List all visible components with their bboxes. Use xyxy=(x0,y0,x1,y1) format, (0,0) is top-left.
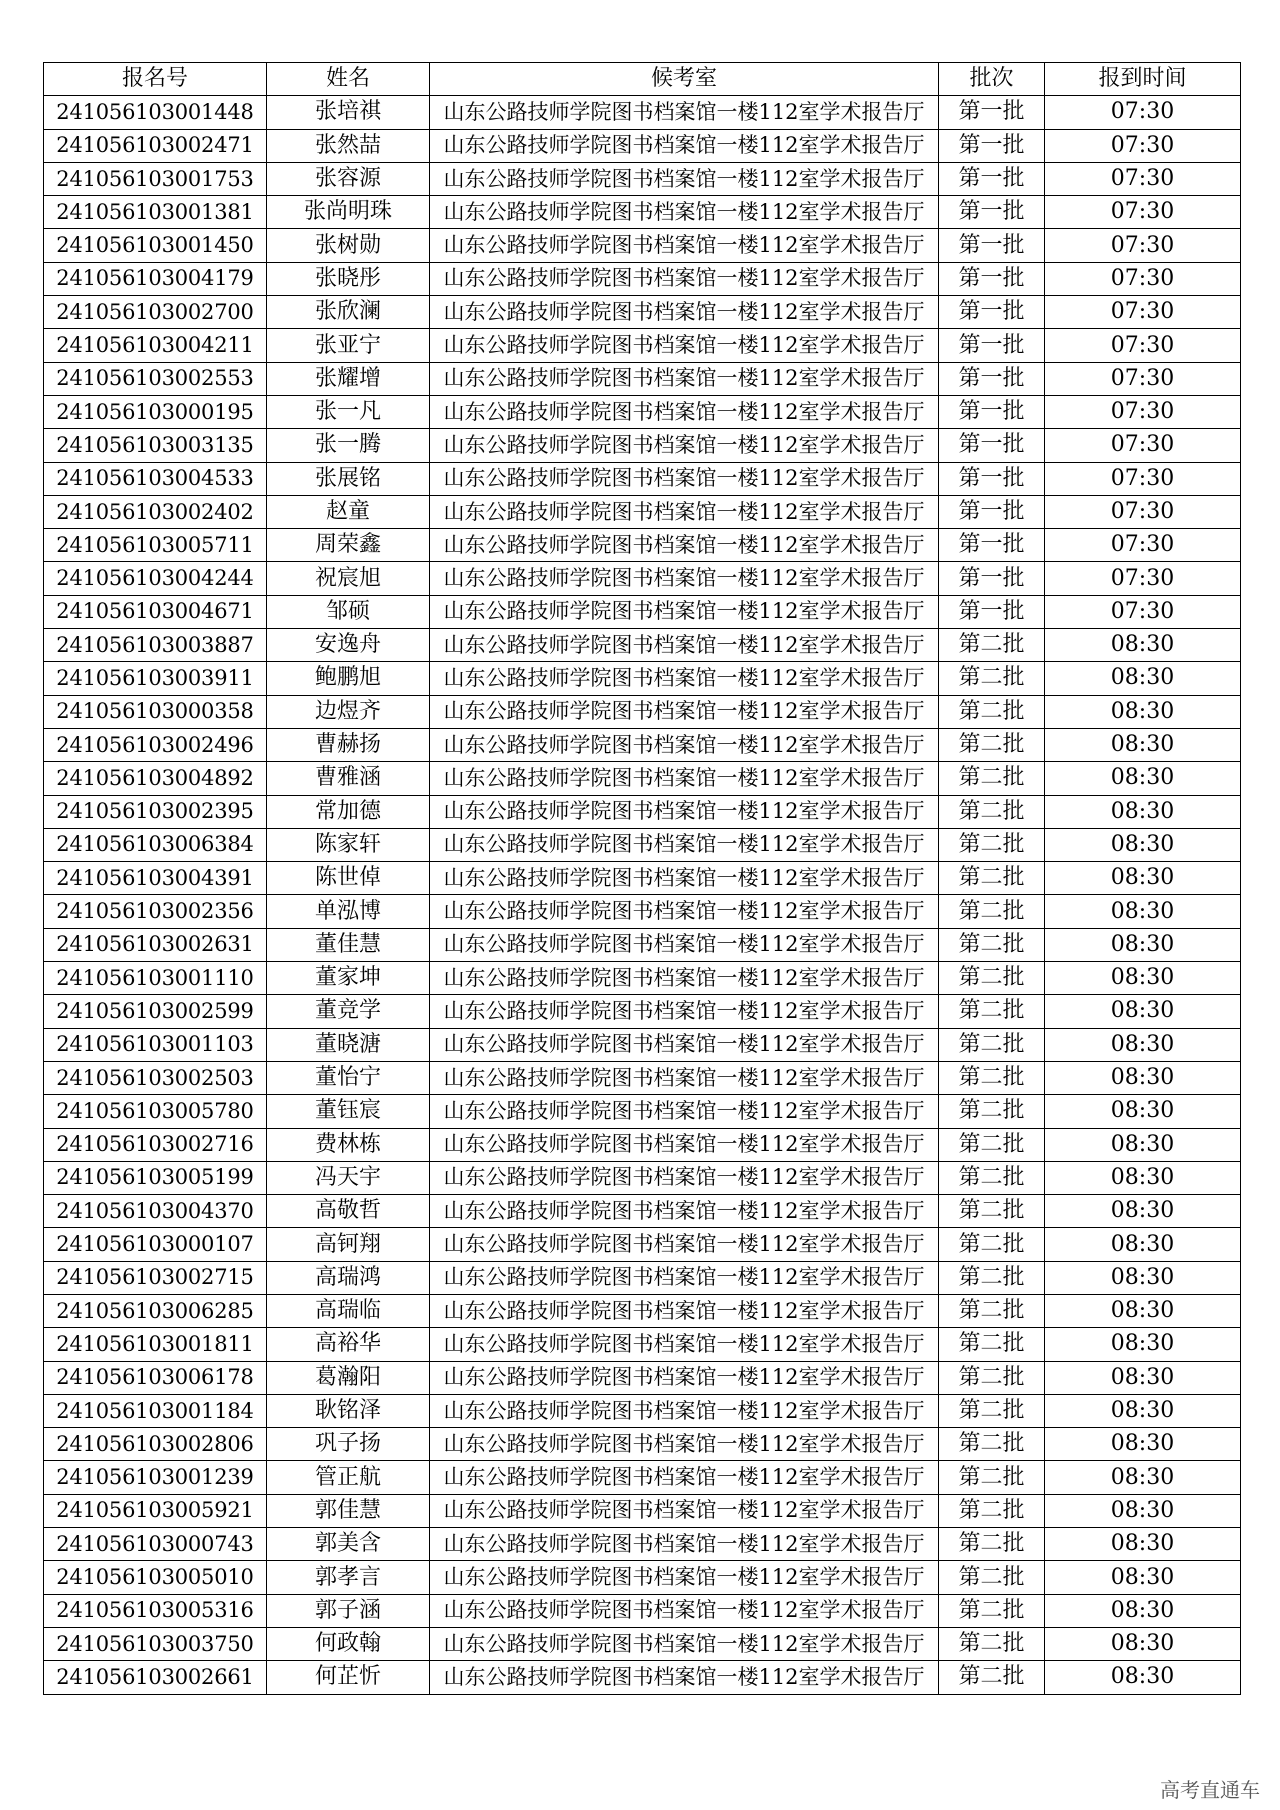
cell-waiting-room: 山东公路技师学院图书档案馆一楼112室学术报告厅 xyxy=(430,362,939,395)
cell-registration-no: 241056103004391 xyxy=(44,862,267,895)
cell-name: 曹赫扬 xyxy=(267,728,430,761)
table-row xyxy=(44,595,1241,628)
cell-batch: 第一批 xyxy=(939,129,1045,162)
cell-waiting-room: 山东公路技师学院图书档案馆一楼112室学术报告厅 xyxy=(430,296,939,329)
cell-name: 董竞学 xyxy=(267,995,430,1028)
table-row xyxy=(44,529,1241,562)
cell-report-time: 08:30 xyxy=(1045,695,1241,728)
cell-name: 董晓溏 xyxy=(267,1028,430,1061)
cell-name: 张尚明珠 xyxy=(267,196,430,229)
cell-waiting-room: 山东公路技师学院图书档案馆一楼112室学术报告厅 xyxy=(430,1428,939,1461)
cell-batch: 第一批 xyxy=(939,362,1045,395)
candidate-roster-table xyxy=(43,62,1241,1695)
table-row xyxy=(44,1128,1241,1161)
cell-batch: 第一批 xyxy=(939,429,1045,462)
cell-batch: 第一批 xyxy=(939,262,1045,295)
cell-batch: 第二批 xyxy=(939,828,1045,861)
cell-registration-no: 241056103002599 xyxy=(44,995,267,1028)
table-row xyxy=(44,296,1241,329)
cell-report-time: 07:30 xyxy=(1045,529,1241,562)
cell-registration-no: 241056103002700 xyxy=(44,296,267,329)
cell-registration-no: 241056103002553 xyxy=(44,362,267,395)
cell-waiting-room: 山东公路技师学院图书档案馆一楼112室学术报告厅 xyxy=(430,695,939,728)
cell-name: 祝宸旭 xyxy=(267,562,430,595)
cell-registration-no: 241056103000743 xyxy=(44,1528,267,1561)
cell-report-time: 07:30 xyxy=(1045,196,1241,229)
cell-waiting-room: 山东公路技师学院图书档案馆一楼112室学术报告厅 xyxy=(430,962,939,995)
cell-batch: 第二批 xyxy=(939,1528,1045,1561)
cell-name: 张晓彤 xyxy=(267,262,430,295)
cell-name: 边煜齐 xyxy=(267,695,430,728)
table-row xyxy=(44,928,1241,961)
cell-registration-no: 241056103001184 xyxy=(44,1394,267,1427)
cell-waiting-room: 山东公路技师学院图书档案馆一楼112室学术报告厅 xyxy=(430,529,939,562)
cell-report-time: 08:30 xyxy=(1045,1461,1241,1494)
cell-report-time: 08:30 xyxy=(1045,1028,1241,1061)
table-body xyxy=(44,96,1241,1694)
table-row xyxy=(44,329,1241,362)
cell-waiting-room: 山东公路技师学院图书档案馆一楼112室学术报告厅 xyxy=(430,1461,939,1494)
cell-report-time: 08:30 xyxy=(1045,1061,1241,1094)
cell-registration-no: 241056103005711 xyxy=(44,529,267,562)
cell-waiting-room: 山东公路技师学院图书档案馆一楼112室学术报告厅 xyxy=(430,1195,939,1228)
cell-waiting-room: 山东公路技师学院图书档案馆一楼112室学术报告厅 xyxy=(430,495,939,528)
cell-waiting-room: 山东公路技师学院图书档案馆一楼112室学术报告厅 xyxy=(430,429,939,462)
cell-batch: 第一批 xyxy=(939,229,1045,262)
cell-name: 高钶翔 xyxy=(267,1228,430,1261)
cell-name: 何芷忻 xyxy=(267,1661,430,1694)
table-row xyxy=(44,1494,1241,1527)
cell-name: 张耀增 xyxy=(267,362,430,395)
cell-report-time: 08:30 xyxy=(1045,828,1241,861)
cell-registration-no: 241056103001239 xyxy=(44,1461,267,1494)
cell-report-time: 08:30 xyxy=(1045,1294,1241,1327)
table-row xyxy=(44,1328,1241,1361)
cell-registration-no: 241056103002806 xyxy=(44,1428,267,1461)
cell-batch: 第一批 xyxy=(939,196,1045,229)
table-row xyxy=(44,629,1241,662)
cell-report-time: 07:30 xyxy=(1045,429,1241,462)
table-row xyxy=(44,662,1241,695)
cell-registration-no: 241056103001753 xyxy=(44,162,267,195)
table-row xyxy=(44,762,1241,795)
cell-waiting-room: 山东公路技师学院图书档案馆一楼112室学术报告厅 xyxy=(430,262,939,295)
cell-registration-no: 241056103004533 xyxy=(44,462,267,495)
cell-registration-no: 241056103003750 xyxy=(44,1627,267,1660)
cell-batch: 第二批 xyxy=(939,1195,1045,1228)
cell-name: 葛瀚阳 xyxy=(267,1361,430,1394)
cell-report-time: 08:30 xyxy=(1045,995,1241,1028)
cell-batch: 第二批 xyxy=(939,1028,1045,1061)
table-row xyxy=(44,395,1241,428)
table-row xyxy=(44,262,1241,295)
cell-registration-no: 241056103001450 xyxy=(44,229,267,262)
cell-waiting-room: 山东公路技师学院图书档案馆一楼112室学术报告厅 xyxy=(430,1561,939,1594)
table-row xyxy=(44,795,1241,828)
cell-registration-no: 241056103001448 xyxy=(44,96,267,129)
cell-batch: 第二批 xyxy=(939,1261,1045,1294)
cell-report-time: 08:30 xyxy=(1045,1428,1241,1461)
cell-batch: 第一批 xyxy=(939,395,1045,428)
table-row xyxy=(44,96,1241,129)
cell-waiting-room: 山东公路技师学院图书档案馆一楼112室学术报告厅 xyxy=(430,928,939,961)
cell-report-time: 07:30 xyxy=(1045,129,1241,162)
cell-batch: 第二批 xyxy=(939,1494,1045,1527)
cell-name: 管正航 xyxy=(267,1461,430,1494)
table-row xyxy=(44,229,1241,262)
cell-name: 常加德 xyxy=(267,795,430,828)
cell-report-time: 08:30 xyxy=(1045,1394,1241,1427)
cell-registration-no: 241056103002395 xyxy=(44,795,267,828)
cell-batch: 第二批 xyxy=(939,1428,1045,1461)
table-row xyxy=(44,1627,1241,1660)
cell-report-time: 08:30 xyxy=(1045,1328,1241,1361)
cell-report-time: 07:30 xyxy=(1045,296,1241,329)
cell-registration-no: 241056103004671 xyxy=(44,595,267,628)
cell-waiting-room: 山东公路技师学院图书档案馆一楼112室学术报告厅 xyxy=(430,1594,939,1627)
cell-registration-no: 241056103004892 xyxy=(44,762,267,795)
cell-report-time: 07:30 xyxy=(1045,262,1241,295)
cell-report-time: 08:30 xyxy=(1045,1594,1241,1627)
cell-batch: 第一批 xyxy=(939,329,1045,362)
cell-registration-no: 241056103002716 xyxy=(44,1128,267,1161)
cell-waiting-room: 山东公路技师学院图书档案馆一楼112室学术报告厅 xyxy=(430,229,939,262)
cell-name: 巩子扬 xyxy=(267,1428,430,1461)
cell-registration-no: 241056103003887 xyxy=(44,629,267,662)
cell-waiting-room: 山东公路技师学院图书档案馆一楼112室学术报告厅 xyxy=(430,995,939,1028)
header-report-time: 报到时间 xyxy=(1045,63,1241,96)
cell-report-time: 08:30 xyxy=(1045,962,1241,995)
table-row xyxy=(44,828,1241,861)
table-row xyxy=(44,196,1241,229)
cell-batch: 第二批 xyxy=(939,1594,1045,1627)
cell-registration-no: 241056103001103 xyxy=(44,1028,267,1061)
table-row xyxy=(44,728,1241,761)
header-waiting-room: 候考室 xyxy=(430,63,939,96)
cell-batch: 第二批 xyxy=(939,1361,1045,1394)
table-row xyxy=(44,1461,1241,1494)
cell-waiting-room: 山东公路技师学院图书档案馆一楼112室学术报告厅 xyxy=(430,1528,939,1561)
cell-name: 安逸舟 xyxy=(267,629,430,662)
table-row xyxy=(44,1228,1241,1261)
cell-waiting-room: 山东公路技师学院图书档案馆一楼112室学术报告厅 xyxy=(430,462,939,495)
cell-name: 张亚宁 xyxy=(267,329,430,362)
header-batch: 批次 xyxy=(939,63,1045,96)
cell-waiting-room: 山东公路技师学院图书档案馆一楼112室学术报告厅 xyxy=(430,1394,939,1427)
cell-waiting-room: 山东公路技师学院图书档案馆一楼112室学术报告厅 xyxy=(430,162,939,195)
table-row xyxy=(44,362,1241,395)
cell-registration-no: 241056103002402 xyxy=(44,495,267,528)
cell-registration-no: 241056103005010 xyxy=(44,1561,267,1594)
cell-registration-no: 241056103006178 xyxy=(44,1361,267,1394)
cell-name: 张一腾 xyxy=(267,429,430,462)
cell-registration-no: 241056103003135 xyxy=(44,429,267,462)
cell-batch: 第二批 xyxy=(939,728,1045,761)
cell-batch: 第二批 xyxy=(939,1161,1045,1194)
cell-report-time: 08:30 xyxy=(1045,1627,1241,1660)
cell-waiting-room: 山东公路技师学院图书档案馆一楼112室学术报告厅 xyxy=(430,762,939,795)
cell-registration-no: 241056103004244 xyxy=(44,562,267,595)
table-row xyxy=(44,1028,1241,1061)
cell-report-time: 08:30 xyxy=(1045,795,1241,828)
cell-batch: 第二批 xyxy=(939,662,1045,695)
cell-waiting-room: 山东公路技师学院图书档案馆一楼112室学术报告厅 xyxy=(430,728,939,761)
cell-registration-no: 241056103006285 xyxy=(44,1294,267,1327)
cell-waiting-room: 山东公路技师学院图书档案馆一楼112室学术报告厅 xyxy=(430,129,939,162)
cell-waiting-room: 山东公路技师学院图书档案馆一楼112室学术报告厅 xyxy=(430,1361,939,1394)
table-row xyxy=(44,462,1241,495)
cell-waiting-room: 山东公路技师学院图书档案馆一楼112室学术报告厅 xyxy=(430,1661,939,1694)
cell-batch: 第二批 xyxy=(939,629,1045,662)
cell-report-time: 08:30 xyxy=(1045,1128,1241,1161)
cell-name: 高瑞鸿 xyxy=(267,1261,430,1294)
cell-registration-no: 241056103002715 xyxy=(44,1261,267,1294)
table-row xyxy=(44,1561,1241,1594)
cell-name: 高敬哲 xyxy=(267,1195,430,1228)
cell-name: 陈世倬 xyxy=(267,862,430,895)
cell-waiting-room: 山东公路技师学院图书档案馆一楼112室学术报告厅 xyxy=(430,1228,939,1261)
cell-report-time: 07:30 xyxy=(1045,595,1241,628)
cell-report-time: 07:30 xyxy=(1045,229,1241,262)
header-registration-no: 报名号 xyxy=(44,63,267,96)
cell-name: 何政翰 xyxy=(267,1627,430,1660)
cell-batch: 第一批 xyxy=(939,495,1045,528)
cell-batch: 第一批 xyxy=(939,162,1045,195)
cell-name: 费林栋 xyxy=(267,1128,430,1161)
cell-waiting-room: 山东公路技师学院图书档案馆一楼112室学术报告厅 xyxy=(430,1161,939,1194)
cell-waiting-room: 山东公路技师学院图书档案馆一楼112室学术报告厅 xyxy=(430,96,939,129)
table-row xyxy=(44,1661,1241,1694)
cell-name: 郭子涵 xyxy=(267,1594,430,1627)
table-row xyxy=(44,429,1241,462)
cell-name: 邹硕 xyxy=(267,595,430,628)
cell-registration-no: 241056103003911 xyxy=(44,662,267,695)
cell-report-time: 08:30 xyxy=(1045,1528,1241,1561)
cell-waiting-room: 山东公路技师学院图书档案馆一楼112室学术报告厅 xyxy=(430,1494,939,1527)
cell-report-time: 08:30 xyxy=(1045,928,1241,961)
cell-registration-no: 241056103000195 xyxy=(44,395,267,428)
cell-waiting-room: 山东公路技师学院图书档案馆一楼112室学术报告厅 xyxy=(430,629,939,662)
cell-batch: 第二批 xyxy=(939,1328,1045,1361)
cell-waiting-room: 山东公路技师学院图书档案馆一楼112室学术报告厅 xyxy=(430,1061,939,1094)
cell-registration-no: 241056103001110 xyxy=(44,962,267,995)
table-row xyxy=(44,1528,1241,1561)
cell-name: 张欣澜 xyxy=(267,296,430,329)
cell-name: 张一凡 xyxy=(267,395,430,428)
cell-waiting-room: 山东公路技师学院图书档案馆一楼112室学术报告厅 xyxy=(430,662,939,695)
cell-registration-no: 241056103002503 xyxy=(44,1061,267,1094)
table-row xyxy=(44,129,1241,162)
cell-registration-no: 241056103002661 xyxy=(44,1661,267,1694)
cell-waiting-room: 山东公路技师学院图书档案馆一楼112室学术报告厅 xyxy=(430,1328,939,1361)
table-row xyxy=(44,695,1241,728)
cell-report-time: 08:30 xyxy=(1045,762,1241,795)
cell-waiting-room: 山东公路技师学院图书档案馆一楼112室学术报告厅 xyxy=(430,1294,939,1327)
header-name: 姓名 xyxy=(267,63,430,96)
cell-report-time: 08:30 xyxy=(1045,1228,1241,1261)
cell-batch: 第二批 xyxy=(939,995,1045,1028)
cell-name: 赵童 xyxy=(267,495,430,528)
cell-waiting-room: 山东公路技师学院图书档案馆一楼112室学术报告厅 xyxy=(430,1128,939,1161)
cell-waiting-room: 山东公路技师学院图书档案馆一楼112室学术报告厅 xyxy=(430,196,939,229)
cell-waiting-room: 山东公路技师学院图书档案馆一楼112室学术报告厅 xyxy=(430,1095,939,1128)
cell-registration-no: 241056103002471 xyxy=(44,129,267,162)
cell-batch: 第二批 xyxy=(939,1095,1045,1128)
table-row xyxy=(44,1061,1241,1094)
cell-name: 张容源 xyxy=(267,162,430,195)
cell-waiting-room: 山东公路技师学院图书档案馆一楼112室学术报告厅 xyxy=(430,1627,939,1660)
cell-name: 周荣鑫 xyxy=(267,529,430,562)
cell-report-time: 08:30 xyxy=(1045,629,1241,662)
cell-waiting-room: 山东公路技师学院图书档案馆一楼112室学术报告厅 xyxy=(430,795,939,828)
cell-report-time: 07:30 xyxy=(1045,495,1241,528)
cell-report-time: 08:30 xyxy=(1045,895,1241,928)
cell-report-time: 07:30 xyxy=(1045,96,1241,129)
cell-name: 董怡宁 xyxy=(267,1061,430,1094)
table-row xyxy=(44,1261,1241,1294)
cell-name: 董家坤 xyxy=(267,962,430,995)
table-row xyxy=(44,562,1241,595)
table-row xyxy=(44,1394,1241,1427)
cell-registration-no: 241056103000107 xyxy=(44,1228,267,1261)
cell-report-time: 08:30 xyxy=(1045,1161,1241,1194)
cell-batch: 第一批 xyxy=(939,96,1045,129)
cell-name: 郭美含 xyxy=(267,1528,430,1561)
cell-batch: 第二批 xyxy=(939,1061,1045,1094)
cell-report-time: 08:30 xyxy=(1045,1561,1241,1594)
cell-batch: 第二批 xyxy=(939,795,1045,828)
cell-name: 鲍鹏旭 xyxy=(267,662,430,695)
cell-waiting-room: 山东公路技师学院图书档案馆一楼112室学术报告厅 xyxy=(430,862,939,895)
cell-report-time: 08:30 xyxy=(1045,1195,1241,1228)
cell-batch: 第二批 xyxy=(939,1394,1045,1427)
cell-report-time: 08:30 xyxy=(1045,1261,1241,1294)
cell-name: 单泓博 xyxy=(267,895,430,928)
cell-report-time: 07:30 xyxy=(1045,362,1241,395)
cell-waiting-room: 山东公路技师学院图书档案馆一楼112室学术报告厅 xyxy=(430,595,939,628)
cell-batch: 第二批 xyxy=(939,1561,1045,1594)
cell-batch: 第二批 xyxy=(939,895,1045,928)
cell-batch: 第二批 xyxy=(939,1627,1045,1660)
table-row xyxy=(44,162,1241,195)
watermark-text: 高考直通车 xyxy=(1160,1778,1260,1802)
cell-name: 郭孝言 xyxy=(267,1561,430,1594)
cell-registration-no: 241056103001381 xyxy=(44,196,267,229)
cell-report-time: 08:30 xyxy=(1045,1361,1241,1394)
cell-report-time: 07:30 xyxy=(1045,329,1241,362)
cell-name: 高裕华 xyxy=(267,1328,430,1361)
cell-report-time: 08:30 xyxy=(1045,1095,1241,1128)
cell-name: 张然喆 xyxy=(267,129,430,162)
cell-registration-no: 241056103004179 xyxy=(44,262,267,295)
cell-report-time: 07:30 xyxy=(1045,162,1241,195)
cell-batch: 第二批 xyxy=(939,962,1045,995)
cell-name: 耿铭泽 xyxy=(267,1394,430,1427)
cell-name: 张展铭 xyxy=(267,462,430,495)
cell-batch: 第二批 xyxy=(939,1128,1045,1161)
cell-batch: 第一批 xyxy=(939,296,1045,329)
cell-batch: 第一批 xyxy=(939,462,1045,495)
cell-waiting-room: 山东公路技师学院图书档案馆一楼112室学术报告厅 xyxy=(430,329,939,362)
cell-report-time: 08:30 xyxy=(1045,862,1241,895)
cell-batch: 第二批 xyxy=(939,1228,1045,1261)
table-row xyxy=(44,1195,1241,1228)
cell-report-time: 07:30 xyxy=(1045,462,1241,495)
cell-report-time: 08:30 xyxy=(1045,728,1241,761)
cell-waiting-room: 山东公路技师学院图书档案馆一楼112室学术报告厅 xyxy=(430,1261,939,1294)
cell-report-time: 08:30 xyxy=(1045,662,1241,695)
cell-name: 张培祺 xyxy=(267,96,430,129)
cell-batch: 第二批 xyxy=(939,762,1045,795)
cell-name: 高瑞临 xyxy=(267,1294,430,1327)
cell-registration-no: 241056103005921 xyxy=(44,1494,267,1527)
table-row xyxy=(44,995,1241,1028)
cell-registration-no: 241056103005780 xyxy=(44,1095,267,1128)
cell-batch: 第二批 xyxy=(939,1294,1045,1327)
cell-registration-no: 241056103004370 xyxy=(44,1195,267,1228)
cell-waiting-room: 山东公路技师学院图书档案馆一楼112室学术报告厅 xyxy=(430,562,939,595)
cell-report-time: 08:30 xyxy=(1045,1494,1241,1527)
table-row xyxy=(44,962,1241,995)
cell-registration-no: 241056103002356 xyxy=(44,895,267,928)
cell-registration-no: 241056103004211 xyxy=(44,329,267,362)
cell-waiting-room: 山东公路技师学院图书档案馆一楼112室学术报告厅 xyxy=(430,895,939,928)
cell-name: 曹雅涵 xyxy=(267,762,430,795)
cell-name: 郭佳慧 xyxy=(267,1494,430,1527)
cell-registration-no: 241056103005316 xyxy=(44,1594,267,1627)
cell-waiting-room: 山东公路技师学院图书档案馆一楼112室学术报告厅 xyxy=(430,1028,939,1061)
cell-batch: 第一批 xyxy=(939,529,1045,562)
cell-name: 冯天宇 xyxy=(267,1161,430,1194)
cell-registration-no: 241056103005199 xyxy=(44,1161,267,1194)
table-row xyxy=(44,1294,1241,1327)
cell-waiting-room: 山东公路技师学院图书档案馆一楼112室学术报告厅 xyxy=(430,828,939,861)
table-row xyxy=(44,1161,1241,1194)
cell-report-time: 08:30 xyxy=(1045,1661,1241,1694)
cell-registration-no: 241056103001811 xyxy=(44,1328,267,1361)
cell-batch: 第二批 xyxy=(939,1461,1045,1494)
table-row xyxy=(44,1428,1241,1461)
table-row xyxy=(44,1594,1241,1627)
cell-batch: 第一批 xyxy=(939,595,1045,628)
cell-batch: 第二批 xyxy=(939,1661,1045,1694)
cell-batch: 第二批 xyxy=(939,862,1045,895)
cell-batch: 第二批 xyxy=(939,695,1045,728)
cell-name: 张树勋 xyxy=(267,229,430,262)
cell-name: 董钰宸 xyxy=(267,1095,430,1128)
table-row xyxy=(44,862,1241,895)
table-row xyxy=(44,495,1241,528)
cell-report-time: 07:30 xyxy=(1045,562,1241,595)
cell-batch: 第二批 xyxy=(939,928,1045,961)
cell-registration-no: 241056103000358 xyxy=(44,695,267,728)
table-header-row xyxy=(44,63,1241,96)
cell-registration-no: 241056103002631 xyxy=(44,928,267,961)
cell-name: 陈家轩 xyxy=(267,828,430,861)
table-row xyxy=(44,1361,1241,1394)
table-row xyxy=(44,895,1241,928)
cell-report-time: 07:30 xyxy=(1045,395,1241,428)
cell-waiting-room: 山东公路技师学院图书档案馆一楼112室学术报告厅 xyxy=(430,395,939,428)
table-row xyxy=(44,1095,1241,1128)
cell-registration-no: 241056103002496 xyxy=(44,728,267,761)
cell-name: 董佳慧 xyxy=(267,928,430,961)
cell-registration-no: 241056103006384 xyxy=(44,828,267,861)
cell-batch: 第一批 xyxy=(939,562,1045,595)
